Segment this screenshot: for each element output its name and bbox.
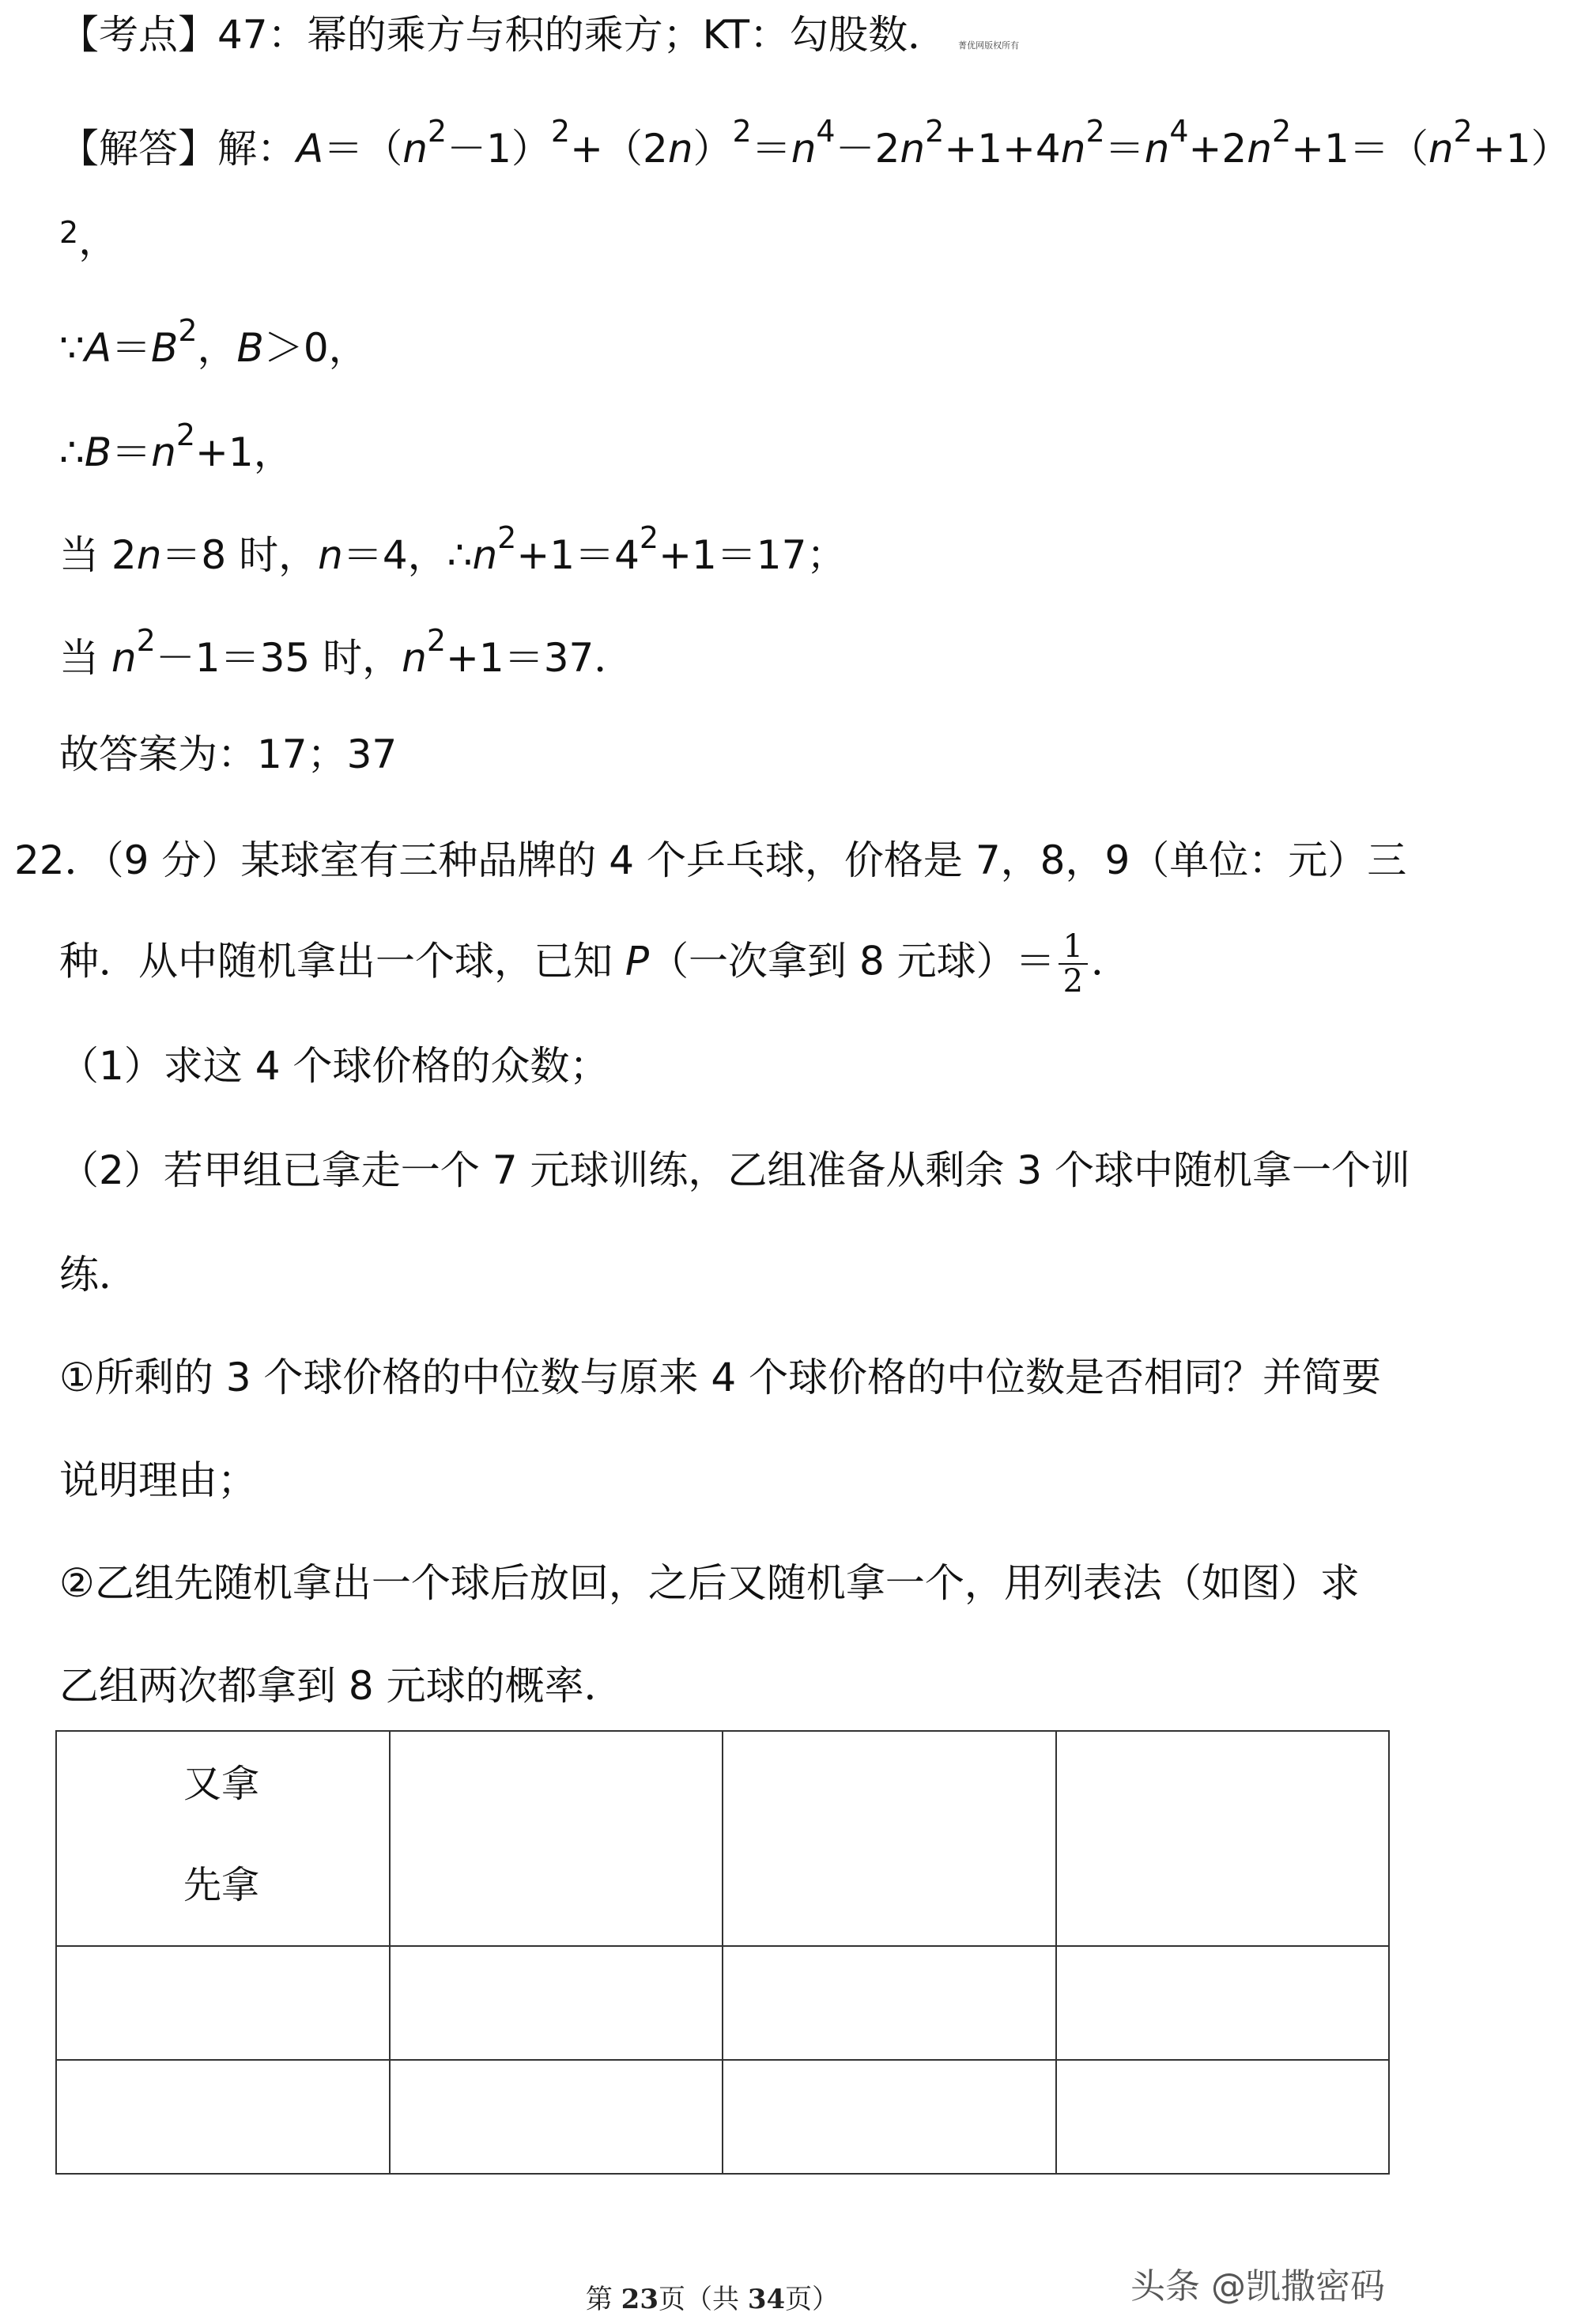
question-22-part-2-line-1: （2）若甲组已拿走一个 7 元球训练，乙组准备从剩余 3 个球中随机拿一个训 (59, 1147, 1411, 1193)
table-cell (1056, 1731, 1390, 1946)
table-cell (56, 1946, 390, 2060)
table-row (56, 2060, 1389, 2174)
question-22-part-2-line-2: 练． (59, 1252, 138, 1298)
question-22-line-2: 种．从中随机拿出一个球，已知 P（一次拿到 8 元球）＝ $\frac{1}{2}$ ． (59, 928, 1131, 1000)
table-cell (390, 2060, 723, 2174)
question-22-sub-1-line-2: 说明理由； (59, 1457, 257, 1503)
question-22-sub-1-line-1: ①所剩的 3 个球价格的中位数与原来 4 个球价格的中位数是否相同？并简要 (59, 1355, 1382, 1400)
table-cell (723, 1946, 1056, 2060)
table-header-again: 又拿 (183, 1762, 260, 1806)
table-header-row (56, 1731, 1389, 1946)
table-cell (1056, 1946, 1390, 2060)
table-cell (723, 1731, 1056, 1946)
kaodian-line: 【考点】47：幂的乘方与积的乘方；KT：勾股数． 菁优网版权所有 (59, 12, 1020, 58)
probability-table (55, 1730, 1390, 2175)
table-cell (390, 1731, 723, 1946)
table-cell (56, 2060, 390, 2174)
table-cell (723, 2060, 1056, 2174)
page-footer: 第 23页（共 34页） (585, 2284, 840, 2315)
answer-line-5: 当 2n＝8 时，n＝4，$\therefore n^2+1=4^2+1=17$； (59, 520, 847, 578)
table-header-first: 先拿 (183, 1863, 260, 1907)
fraction-one-half: $\frac{1}{2}$ (1059, 930, 1088, 998)
answer-line-2: $^2$， (59, 215, 119, 263)
table-corner-cell (56, 1731, 390, 1946)
answer-line-4: $\therefore B=n^2+1$， (59, 418, 293, 475)
answer-line-6: 当 $n^2-1=35$ 时，$n^2+1=37$． (59, 623, 634, 681)
watermark: 头条 @凯撒密码 (1130, 2266, 1385, 2307)
question-22-line-1: 22．（9 分）某球室有三种品牌的 4 个乒乓球，价格是 7，8，9（单位：元）三 (14, 837, 1407, 883)
copyright-mark: 菁优网版权所有 (958, 40, 1020, 51)
table-cell (1056, 2060, 1390, 2174)
table-row (56, 1946, 1389, 2060)
answer-line-7: 故答案为：17；37 (59, 731, 398, 777)
question-22-part-1: （1）求这 4 个球价格的众数； (59, 1043, 610, 1089)
answer-line-1: 【解答】解：$A=(n^2-1)^2+(2n)^2=n^4-2n^2+1+4n^2=n^4+2n^2+1=(n^2+1)$ (59, 114, 1570, 172)
table-cell (390, 1946, 723, 2060)
question-22-sub-2-line-1: ②乙组先随机拿出一个球后放回，之后又随机拿一个，用列表法（如图）求 (59, 1560, 1360, 1606)
question-22-sub-2-line-2: 乙组两次都拿到 8 元球的概率． (59, 1663, 624, 1709)
answer-line-3: $\because A=B^2$，B＞0， (59, 313, 368, 371)
